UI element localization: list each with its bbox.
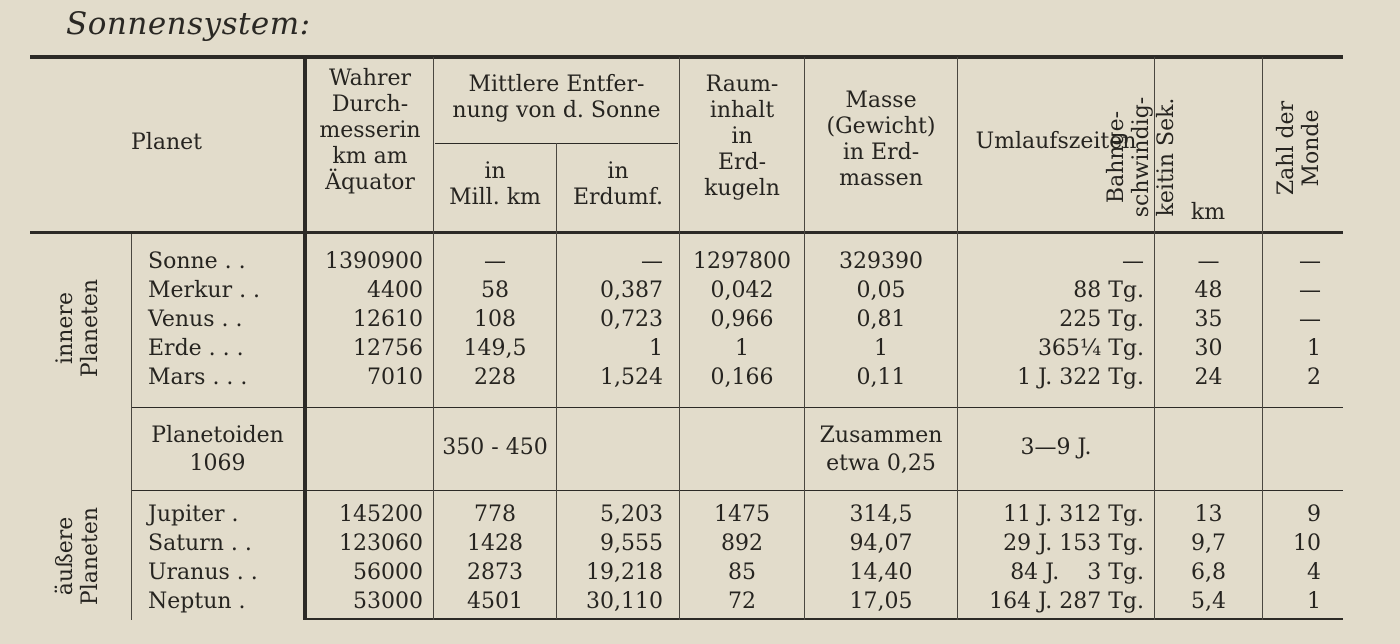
cell-volume: 1 xyxy=(735,336,749,361)
page-title: Sonnensystem: xyxy=(66,6,311,42)
cell-dist-erdumf: 1,524 xyxy=(600,365,663,390)
cell-diameter: 123060 xyxy=(339,531,423,556)
cell-speed: — xyxy=(1197,249,1220,274)
cell-dist-km: 149,5 xyxy=(463,336,527,361)
cell-moons: — xyxy=(1299,307,1321,332)
cell-volume: 1297800 xyxy=(693,249,791,274)
cell-diameter: 1390900 xyxy=(325,249,423,274)
cell-speed: 13 xyxy=(1194,502,1223,527)
cell-mass: 1 xyxy=(874,336,888,361)
cell-moons: 1 xyxy=(1307,336,1321,361)
cell-volume: 892 xyxy=(721,531,763,556)
header-distance-group: Mittlere Entfer- nung von d. Sonne xyxy=(452,72,661,123)
cell-volume: 1475 xyxy=(714,502,770,527)
cell-diameter: 12756 xyxy=(353,336,423,361)
cell-name: Venus . . xyxy=(148,307,243,332)
cell-name: Mars . . . xyxy=(148,365,248,390)
header-mass: Masse (Gewicht) in Erd- massen xyxy=(826,88,936,191)
header-diameter: Wahrer Durch- messerin km am Äquator xyxy=(319,66,421,195)
planetoids-dist-km: 350 - 450 xyxy=(442,435,548,460)
cell-mass: 0,05 xyxy=(856,278,906,303)
cell-mass: 17,05 xyxy=(849,589,913,614)
cell-moons: 10 xyxy=(1293,531,1321,556)
header-moons: Zahl der Monde xyxy=(1274,100,1324,196)
cell-speed: 48 xyxy=(1194,278,1223,303)
cell-period: 11 J. 312 Tg. xyxy=(1003,502,1144,527)
cell-period: 164 J. 287 Tg. xyxy=(989,589,1144,614)
cell-dist-km: 778 xyxy=(474,502,516,527)
cell-dist-erdumf: 30,110 xyxy=(586,589,663,614)
planetoids-period: 3—9 J. xyxy=(1020,435,1092,460)
cell-name: Neptun . xyxy=(148,589,246,614)
cell-dist-erdumf: 5,203 xyxy=(600,502,663,527)
cell-period: 29 J. 153 Tg. xyxy=(1003,531,1144,556)
cell-speed: 35 xyxy=(1194,307,1223,332)
planetoids-mass: Zusammen etwa 0,25 xyxy=(819,423,943,476)
cell-name: Jupiter . xyxy=(148,502,239,527)
header-planet: Planet xyxy=(131,130,202,155)
cell-dist-km: 58 xyxy=(481,278,509,303)
header-speed-unit: km xyxy=(1190,200,1226,225)
cell-name: Erde . . . xyxy=(148,336,244,361)
cell-name: Uranus . . xyxy=(148,560,258,585)
cell-mass: 94,07 xyxy=(849,531,913,556)
cell-dist-km: 1428 xyxy=(467,531,523,556)
cell-dist-km: 2873 xyxy=(467,560,523,585)
cell-volume: 0,166 xyxy=(710,365,774,390)
cell-period: 365¼ Tg. xyxy=(1037,336,1144,361)
cell-moons: — xyxy=(1299,278,1321,303)
cell-dist-km: 228 xyxy=(474,365,516,390)
cell-diameter: 56000 xyxy=(353,560,423,585)
cell-speed: 6,8 xyxy=(1191,560,1226,585)
group-inner-label: innere Planeten xyxy=(53,278,103,378)
cell-speed: 5,4 xyxy=(1191,589,1226,614)
cell-mass: 0,81 xyxy=(856,307,906,332)
cell-mass: 0,11 xyxy=(856,365,906,390)
cell-mass: 329390 xyxy=(839,249,923,274)
cell-volume: 0,966 xyxy=(710,307,774,332)
cell-name: Saturn . . xyxy=(148,531,252,556)
cell-speed: 9,7 xyxy=(1191,531,1226,556)
cell-dist-erdumf: 19,218 xyxy=(586,560,663,585)
cell-diameter: 53000 xyxy=(353,589,423,614)
cell-speed: 30 xyxy=(1194,336,1223,361)
cell-dist-erdumf: — xyxy=(641,249,663,274)
cell-period: 88 Tg. xyxy=(1073,278,1144,303)
header-distance-erdumf: in Erdumf. xyxy=(572,159,664,210)
cell-dist-erdumf: 1 xyxy=(649,336,663,361)
cell-moons: — xyxy=(1299,249,1321,274)
cell-dist-erdumf: 9,555 xyxy=(600,531,663,556)
header-volume: Raum- inhalt in Erd- kugeln xyxy=(704,72,780,201)
cell-dist-km: 108 xyxy=(474,307,516,332)
cell-diameter: 7010 xyxy=(367,365,423,390)
cell-mass: 314,5 xyxy=(849,502,913,527)
cell-dist-km: 4501 xyxy=(467,589,523,614)
cell-period: — xyxy=(1122,249,1144,274)
cell-speed: 24 xyxy=(1194,365,1223,390)
table-bottom-rule xyxy=(305,618,1343,620)
planetoids-name: Planetoiden 1069 xyxy=(151,423,284,476)
cell-moons: 9 xyxy=(1307,502,1321,527)
cell-moons: 2 xyxy=(1307,365,1321,390)
cell-period: 84 J. 3 Tg. xyxy=(1010,560,1144,585)
cell-diameter: 12610 xyxy=(353,307,423,332)
cell-dist-erdumf: 0,387 xyxy=(600,278,663,303)
cell-name: Merkur . . xyxy=(148,278,261,303)
table-top-rule xyxy=(30,55,1343,59)
cell-volume: 72 xyxy=(728,589,756,614)
cell-dist-km: — xyxy=(484,249,506,274)
inner-separator xyxy=(132,407,1343,408)
header-distance-km: in Mill. km xyxy=(449,159,541,210)
cell-period: 225 Tg. xyxy=(1059,307,1144,332)
cell-moons: 1 xyxy=(1307,589,1321,614)
outer-separator xyxy=(132,490,1343,491)
cell-name: Sonne . . xyxy=(148,249,246,274)
cell-diameter: 145200 xyxy=(339,502,423,527)
header-speed: Bahnge- schwindig- keitin Sek. xyxy=(1104,96,1179,218)
cell-diameter: 4400 xyxy=(367,278,423,303)
header-period: Umlaufszeiten xyxy=(975,129,1137,154)
cell-dist-erdumf: 0,723 xyxy=(600,307,663,332)
cell-period: 1 J. 322 Tg. xyxy=(1017,365,1144,390)
cell-volume: 0,042 xyxy=(710,278,774,303)
group-outer-label: äußere Planeten xyxy=(53,506,103,606)
cell-moons: 4 xyxy=(1307,560,1321,585)
cell-mass: 14,40 xyxy=(849,560,913,585)
cell-volume: 85 xyxy=(728,560,756,585)
